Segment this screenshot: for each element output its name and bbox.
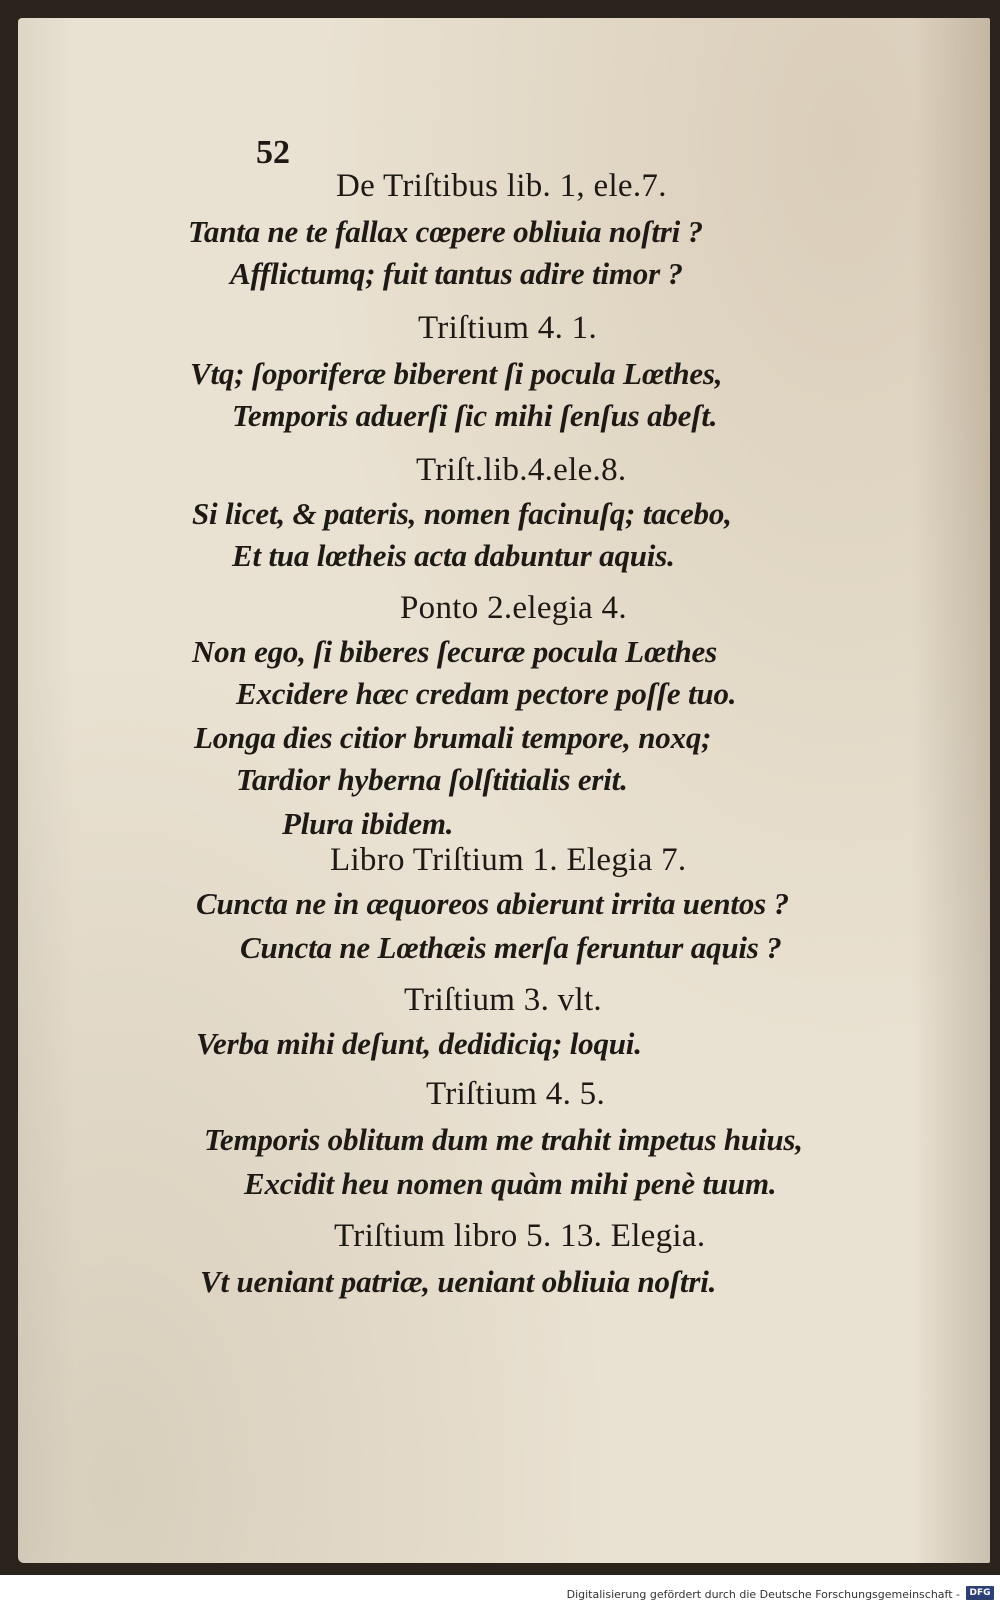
text-line: Excidere hæc credam pectore poſſe tuo. — [236, 676, 737, 711]
text-line: Vt ueniant patriæ, ueniant obliuia noſtri. — [200, 1264, 717, 1299]
text-line: Et tua lœtheis acta dabuntur aquis. — [232, 538, 675, 573]
section-heading: Triſtium 4. 1. — [418, 310, 598, 346]
text-line: Longa dies citior brumali tempore, noxq; — [194, 720, 712, 755]
text-line: Cuncta ne Lœthæis merſa feruntur aquis ? — [240, 930, 782, 965]
text-line: Tanta ne te fallax cœpere obliuia noſtri ? — [188, 214, 703, 249]
section-heading: Triſt.lib.4.ele.8. — [416, 452, 627, 488]
text-line: Cuncta ne in æquoreos abierunt irrita uentos ? — [196, 886, 789, 921]
text-line: Temporis aduerſi ſic mihi ſenſus abeſt. — [232, 398, 718, 433]
text-line: Verba mihi deſunt, dedidiciq; loqui. — [196, 1026, 642, 1061]
text-line: Tardior hyberna ſolſtitialis erit. — [236, 762, 628, 797]
text-line: Temporis oblitum dum me trahit impetus huius, — [204, 1122, 803, 1157]
text-line: Si licet, & pateris, nomen facinuſq; tacebo, — [192, 496, 732, 531]
text-line: Afflictumq; fuit tantus adire timor ? — [230, 256, 683, 291]
section-heading: Ponto 2.elegia 4. — [400, 590, 627, 626]
footer-bar — [0, 1575, 1000, 1610]
page-number: 52 — [256, 134, 290, 171]
dfg-logo-icon: DFG — [966, 1586, 994, 1600]
running-head: De Triſtibus lib. 1, ele.7. — [336, 168, 667, 204]
section-heading: Triſtium libro 5. 13. Elegia. — [334, 1218, 706, 1254]
section-heading: Triſtium 3. vlt. — [404, 982, 602, 1018]
book-page — [18, 18, 990, 1563]
section-heading: Libro Triſtium 1. Elegia 7. — [330, 842, 687, 878]
text-line: Non ego, ſi biberes ſecuræ pocula Lœthes — [192, 634, 717, 669]
funding-notice: Digitalisierung gefördert durch die Deutsche Forschungsgemeinschaft - — [566, 1588, 960, 1601]
text-line: Plura ibidem. — [282, 806, 454, 841]
section-heading: Triſtium 4. 5. — [426, 1076, 606, 1112]
text-line: Excidit heu nomen quàm mihi penè tuum. — [244, 1166, 777, 1201]
text-line: Vtq; ſoporiferæ biberent ſi pocula Lœthes, — [190, 356, 723, 391]
